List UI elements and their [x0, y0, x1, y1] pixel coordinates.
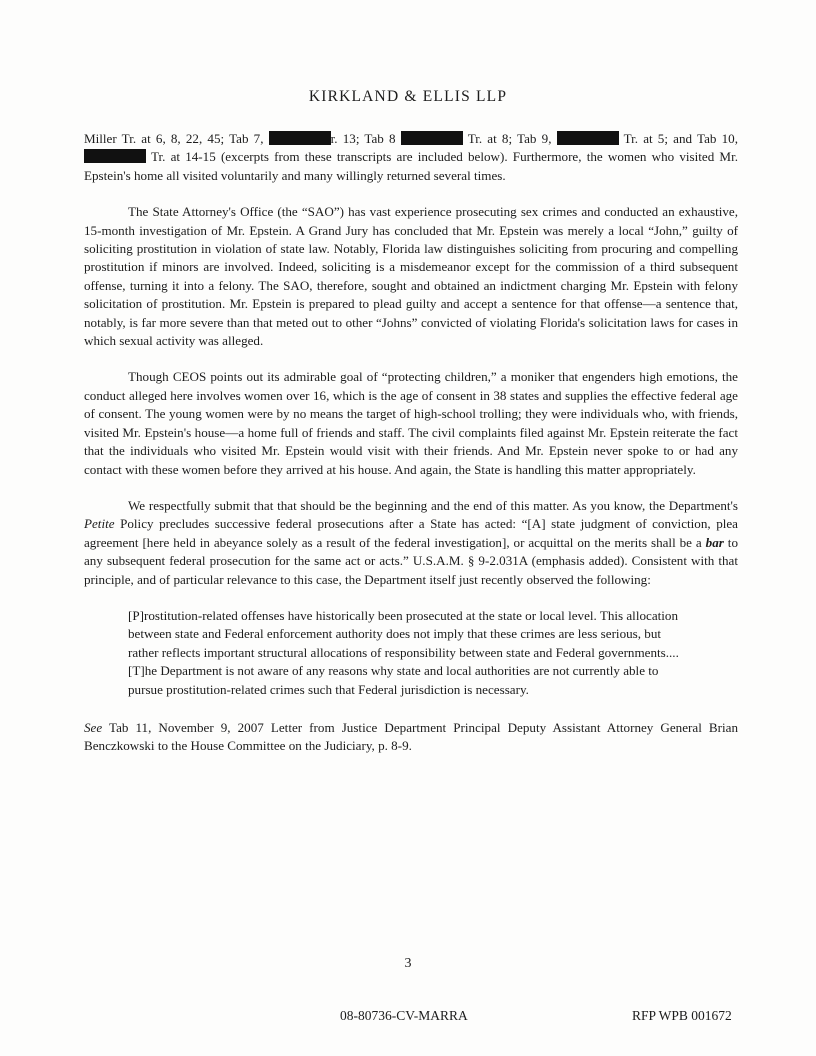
paragraph-1 [84, 130, 738, 185]
redaction-box [557, 131, 619, 145]
petite-policy-term: Petite [84, 516, 115, 532]
page-number: 3 [404, 956, 412, 971]
redaction-box [84, 149, 146, 163]
p1-segment-5: Tr. at 14-15 (excerpts from these transcripts are included below). Furthermore, the women who visited Mr. Epstein's home all visited voluntarily and many willingly returned several times. [84, 149, 738, 183]
footer-bates-number: RFP WPB 001672 [632, 1008, 732, 1023]
p1-segment-2: r. 13; Tab 8 [330, 131, 396, 146]
paragraph-2: The State Attorney's Office (the “SAO”) has vast experience prosecuting sex crimes and conducted an exhaustive, 15-month investigation of Mr. Epstein. A Grand Jury has concluded that Mr. Epstein was merely a local “John,” guilty of soliciting prostitution in violation of state law. Notably, Florida law distinguishes soliciting from procuring and compelling prostitution if minors are involved. Indeed, soliciting is a misdemeanor except for the commission of a third subsequent offense, turning it into a felony. The SAO, therefore, sought and obtained an indictment charging Mr. Epstein with felony solicitation of prostitution. Mr. Epstein is prepared to plead guilty and accept a sentence for that offense—a sentence that, notably, is far more severe than that meted out to other “Johns” convicted of violating Florida's solicitation laws for cases in which sexual activity was alleged. [84, 204, 738, 349]
see-signal: See [84, 719, 103, 735]
footer-case-number: 08-80736-CV-MARRA [340, 1008, 468, 1023]
redaction-box [269, 131, 331, 145]
block-quote: [P]rostitution-related offenses have historically been prosecuted at the state or local level. This allocation between state and Federal enforcement authority does not imply that these crimes are less serious, but rather reflects important structural allocations of responsibility between state and Federal governments.... [T]he Department is not aware of any reasons why state and local authorities are not currently able to pursue prostitution-related crimes such that Federal jurisdiction is necessary. [128, 607, 679, 697]
letterhead: KIRKLAND & ELLIS LLP [308, 88, 508, 105]
redaction-box [401, 131, 463, 145]
p1-segment-4: Tr. at 5; and Tab 10, [623, 131, 738, 146]
p4-part-b: Policy precludes successive federal prosecutions after a State has acted: “[A] state judgment of conviction, plea agreement [here held in abeyance solely as a result of the federal investigation], or acquittal on the merits shall be a [84, 516, 738, 550]
p4-part-c: to any subsequent federal prosecution for the same act or acts.” U.S.A.M. § 9-2.031A (emphasis added). Consistent with that principle, and of particular relevance to this case, the Department itself just recently observed the following: [84, 534, 738, 587]
paragraph-5 [84, 719, 738, 756]
p5-rest: Tab 11, November 9, 2007 Letter from Justice Department Principal Deputy Assistant Attorney General Brian Benczkowski to the House Committee on the Judiciary, p. 8-9. [84, 719, 738, 754]
paragraph-4 [84, 497, 738, 589]
p1-segment-1: Miller Tr. at 6, 8, 22, 45; Tab 7, [84, 131, 264, 146]
paragraph-3: Though CEOS points out its admirable goal of “protecting children,” a moniker that engenders high emotions, the conduct alleged here involves women over 16, which is the age of consent in 38 states and supplies the effective federal age of consent. The young women were by no means the target of high-school trolling; they were individuals who, with friends, visited Mr. Epstein's house—a home full of friends and staff. The civil complaints filed against Mr. Epstein reiterate the fact that the individuals who visited Mr. Epstein would visit with their friends. And Mr. Epstein never spoke to or had any contact with these women before they arrived at his house. And again, the State is handling this matter appropriately. [84, 369, 738, 477]
p1-segment-3: Tr. at 8; Tab 9, [467, 131, 552, 146]
bar-emphasis: bar [705, 534, 724, 550]
document-body [84, 130, 738, 774]
p4-part-a: We respectfully submit that that should be the beginning and the end of this matter. As you know, the Department's [128, 497, 738, 513]
